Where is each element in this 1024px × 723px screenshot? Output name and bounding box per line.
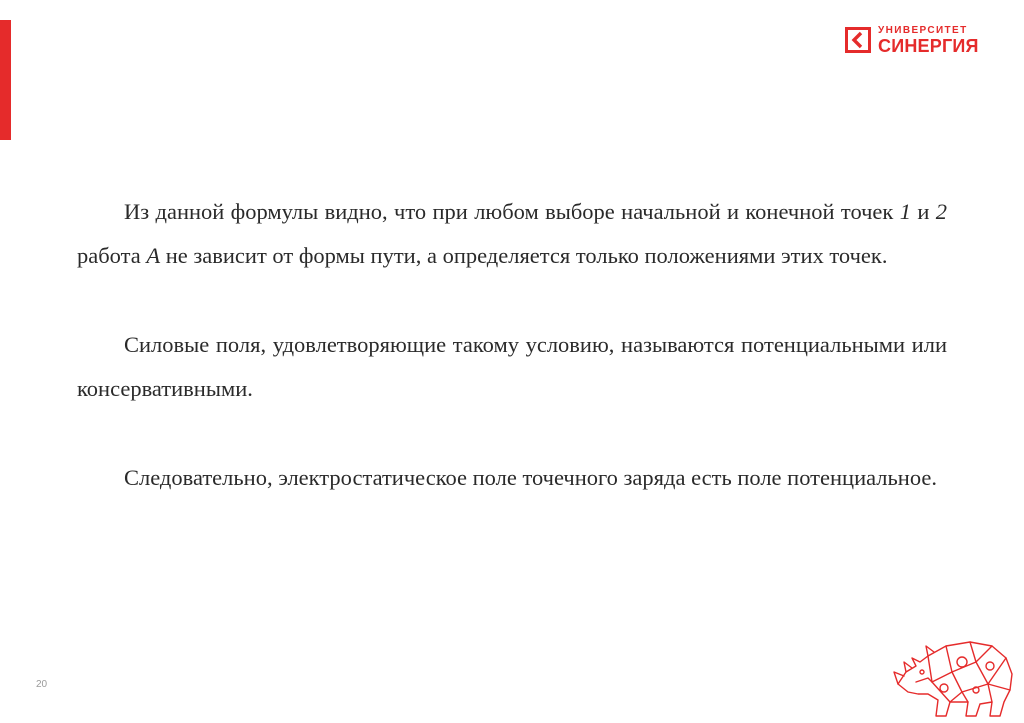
- logo-text: [878, 26, 979, 55]
- logo-line-2: СИНЕРГИЯ: [878, 35, 979, 56]
- paragraph-potential-fields: Силовые поля, удовлетворяющие такому условию, называются потенциальными или консервативными.: [77, 332, 947, 401]
- work-symbol: A: [146, 243, 161, 268]
- synergy-logo-icon: [845, 27, 871, 53]
- page-number: 20: [36, 679, 48, 690]
- paragraph-conclusion: Следовательно, электростатическое поле точечного заряда есть поле потенциальное.: [124, 465, 937, 490]
- logo-line-1: УНИВЕРСИТЕТ: [878, 24, 968, 36]
- point-2-symbol: 2: [935, 199, 947, 224]
- point-1-symbol: 1: [899, 199, 911, 224]
- paragraph-path-independence: [77, 190, 947, 278]
- paragraph-1-text-d: не зависит от формы пути, а определяется только положениями этих точек.: [160, 243, 888, 268]
- paragraph-1-text-c: работа: [77, 243, 147, 268]
- slide-body: [77, 190, 947, 500]
- paragraph-1-text-b: и: [910, 199, 936, 224]
- university-logo: [845, 24, 979, 56]
- paragraph-spacer: [77, 411, 947, 456]
- rhino-icon: [892, 632, 1016, 720]
- paragraph-spacer: [77, 278, 947, 323]
- paragraph-1-text-a: Из данной формулы видно, что при любом выборе начальной и конечной точек: [124, 199, 900, 224]
- accent-bar: [0, 20, 11, 140]
